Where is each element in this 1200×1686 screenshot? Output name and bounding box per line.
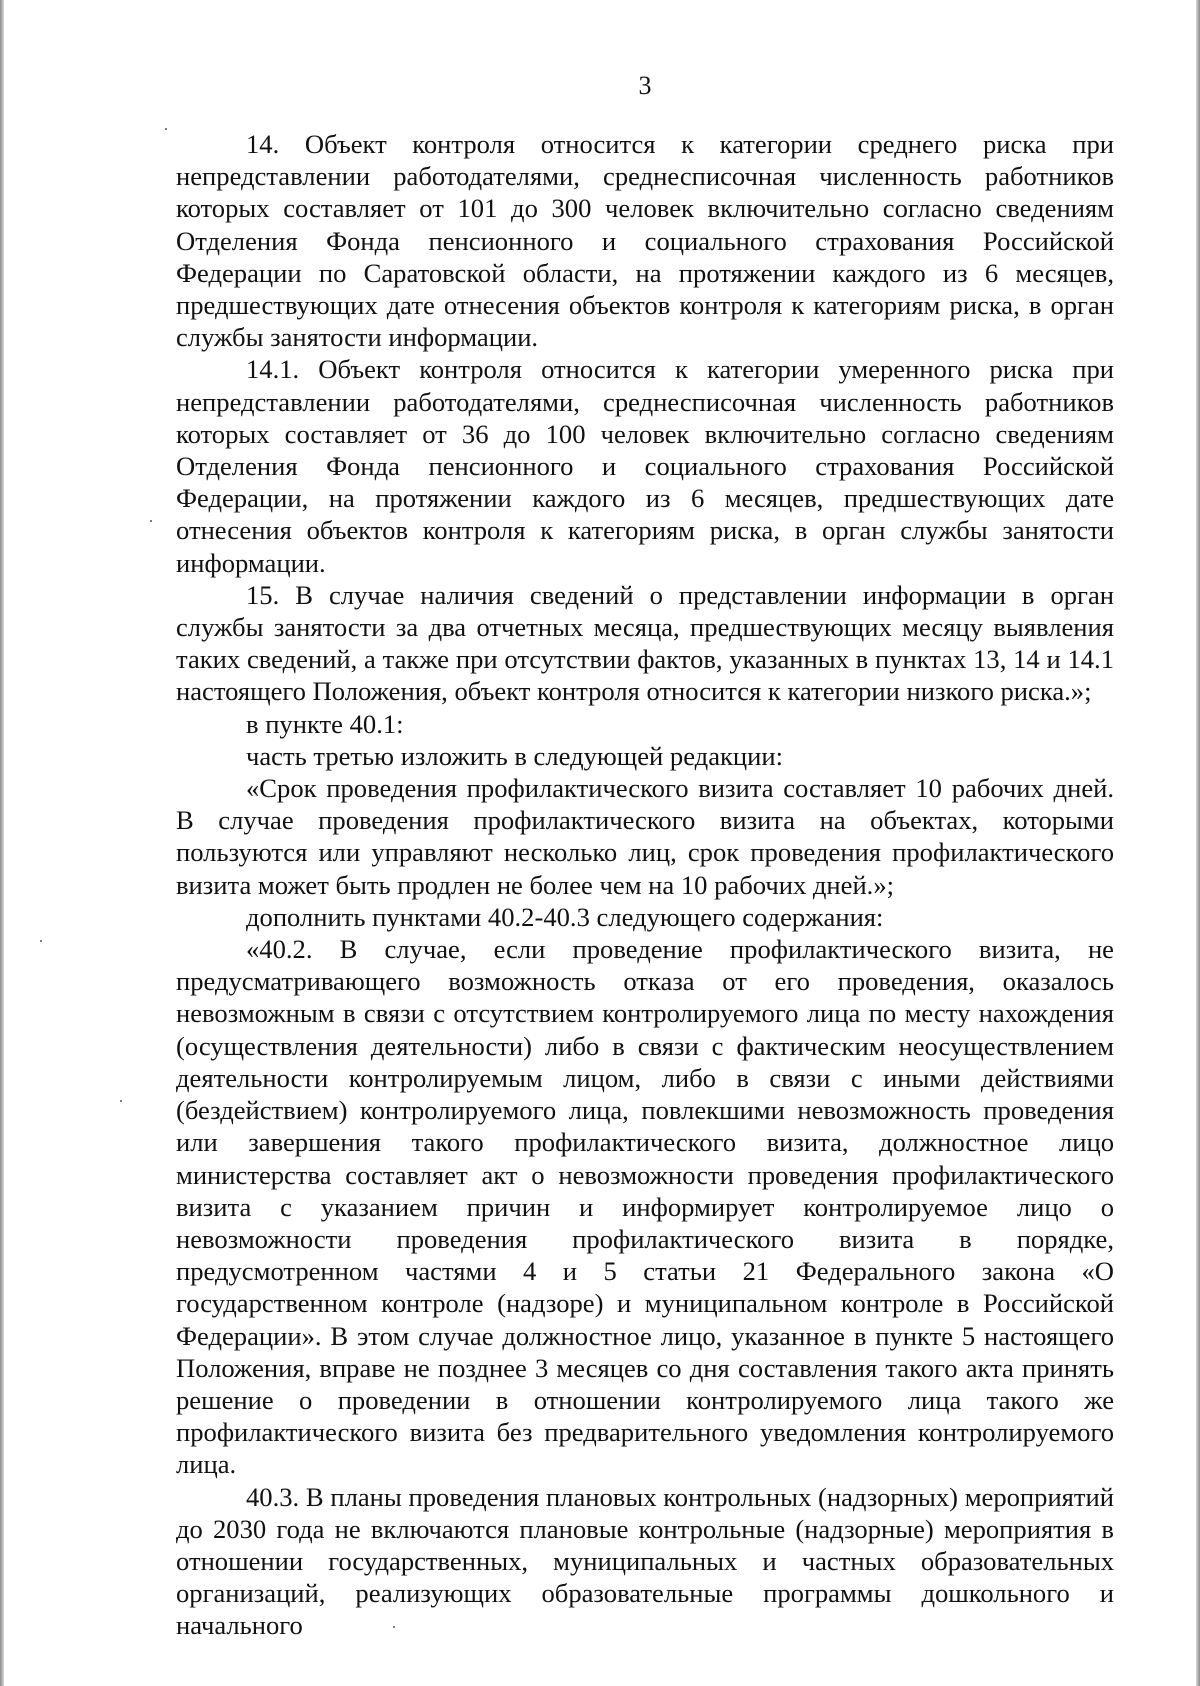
scan-speck [165, 128, 167, 130]
paragraph-40-3: 40.3. В планы проведения плановых контрольных (надзорных) мероприятий до 2030 года не включаются плановые контрольные (надзорные) мероприятия в отношении государственных, муниципальных и частных образовательных организаций, реализующих образовательные программы дошкольного и начального [176, 1481, 1114, 1641]
paragraph-visit-term: «Срок проведения профилактического визита составляет 10 рабочих дней. В случае проведения профилактического визита на объектах, которыми пользуются или управляют несколько лиц, срок проведения профилактического визита может быть продлен не более чем на 10 рабочих дней.»; [176, 773, 1114, 900]
scan-speck [120, 1100, 122, 1102]
paragraph-14-1: 14.1. Объект контроля относится к категории умеренного риска при непредставлении работодателями, среднесписочная численность работников которых составляет от 36 до 100 человек включительно согласно сведениям Отделения Фонда пенсионного и социального страхования Российской Федерации, на протяжении каждого из 6 месяцев, предшествующих дате отнесения объектов контроля к категориям риска, в орган службы занятости информации. [176, 354, 1114, 578]
paragraph-40-2: «40.2. В случае, если проведение профилактического визита, не предусматривающего возможность отказа от его проведения, оказалось невозможным в связи с отсутствием контролируемого лица по месту нахождения (осуществления деятельности) либо в связи с фактическим неосуществлением деятельности контролируемым лицом, либо в связи с иными действиями (бездействием) контролируемого лица, повлекшими невозможность проведения или завершения такого профилактического визита, должностное лицо министерства составляет акт о невозможности проведения профилактического визита с указанием причин и информирует контролируемое лицо о невозможности проведения профилактического визита в порядке, предусмотренном частями 4 и 5 статьи 21 Федерального закона «О государственном контроле (надзоре) и муниципальном контроле в Российской Федерации». В этом случае должностное лицо, указанное в пункте 5 настоящего Положения, вправе не позднее 3 месяцев со дня составления такого акта принять решение о проведении в отношении контролируемого лица такого же профилактического визита без предварительного уведомления контролируемого лица. [176, 934, 1114, 1480]
document-body [176, 128, 1114, 1642]
paragraph-15: 15. В случае наличия сведений о представлении информации в орган службы занятости за два отчетных месяца, предшествующих месяцу выявления таких сведений, а также при отсутствии фактов, указанных в пунктах 13, 14 и 14.1 настоящего Положения, объект контроля относится к категории низкого риска.»; [176, 579, 1114, 707]
scan-edge-right [1196, 0, 1200, 1686]
paragraph-clause-40-1: в пункте 40.1: [246, 708, 404, 739]
paragraph-add-clauses: дополнить пунктами 40.2-40.3 следующего содержания: [246, 901, 884, 932]
scan-speck [40, 940, 42, 942]
scan-edge-left [0, 0, 4, 1686]
paragraph-14: 14. Объект контроля относится к категории среднего риска при непредставлении работодателями, среднесписочная численность работников которых составляет от 101 до 300 человек включительно согласно сведениям Отделения Фонда пенсионного и социального страхования Российской Федерации по Саратовской области, на протяжении каждого из 6 месяцев, предшествующих дате отнесения объектов контроля к категориям риска, в орган службы занятости информации. [176, 129, 1114, 353]
page-number: 3 [638, 71, 652, 100]
scan-speck [150, 520, 152, 522]
scan-speck [393, 1626, 395, 1628]
paragraph-part-three: часть третью изложить в следующей редакции: [246, 740, 784, 771]
